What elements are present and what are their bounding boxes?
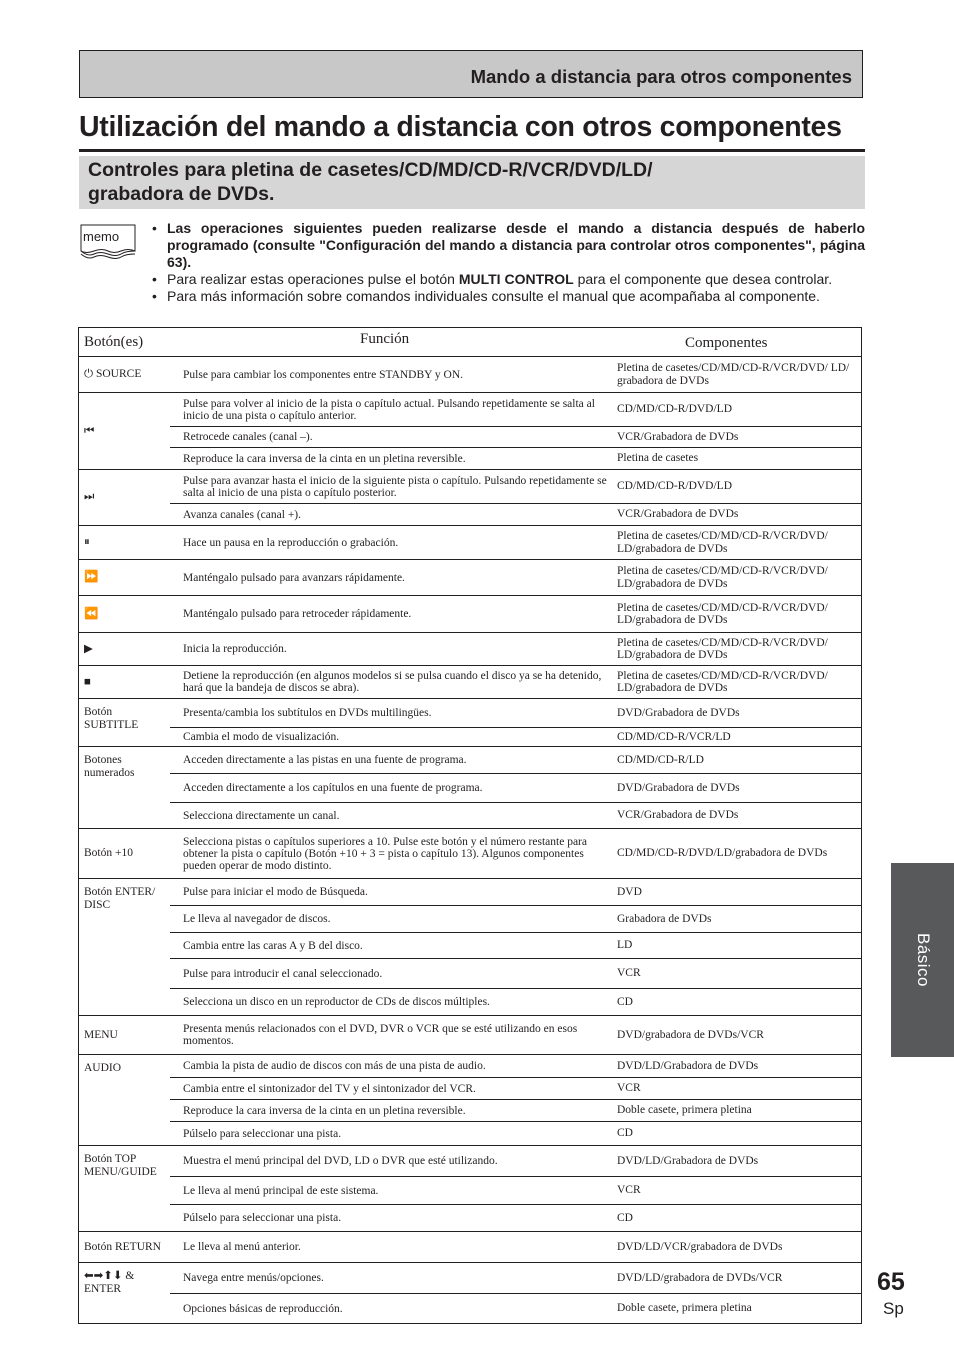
title-rule [79,149,865,152]
table-group [79,879,861,1016]
button-name: Botón SUBTITLE [84,706,139,731]
button-cell [79,829,170,878]
row-stack [170,747,861,828]
row-stack [170,699,861,746]
function-cell: Reproduce la cara inversa de la cinta en un pletina reversible. [183,1104,466,1117]
row-stack [170,1263,861,1323]
table-row [170,633,861,665]
note-text: Para realizar estas operaciones pulse el botón [167,271,459,287]
table-body [79,357,861,1323]
page-title: Utilización del mando a distancia con otros componentes [79,111,842,143]
table-row [170,357,861,392]
button-cell [79,393,170,469]
table-row [170,393,861,426]
table-row [170,958,861,988]
function-cell: Inicia la reproducción. [183,643,287,655]
components-cell: DVD/Grabadora de DVDs [617,781,740,794]
components-cell: DVD [617,885,642,898]
components-cell: CD [617,1211,633,1224]
button-cell [79,699,170,746]
row-stack [170,470,861,525]
button-name: ⬅➡⬆⬇ & ENTER [84,1270,135,1295]
button-cell [79,596,170,632]
button-name: AUDIO [84,1062,122,1074]
components-cell: Pletina de casetes/CD/MD/CD-R/VCR/DVD/ LD/grabadora de DVDs [617,530,828,555]
table-group [79,470,861,526]
row-stack [170,1232,861,1262]
row-stack [170,829,861,878]
components-cell: CD [617,1127,633,1140]
note-item [151,288,865,305]
table-group [79,829,861,879]
button-cell [79,1016,170,1054]
side-tab [891,863,954,1057]
table-row [170,1204,861,1231]
components-cell: Grabadora de DVDs [617,912,712,925]
function-cell: Manténgalo pulsado para retroceder rápidamente. [183,608,412,620]
function-cell: Le lleva al navegador de discos. [183,913,331,925]
note-button-name: MULTI CONTROL [458,271,574,287]
function-cell: Presenta/cambia los subtítulos en DVDs multilingües. [183,707,432,719]
function-cell: Acceden directamente a las pistas en una fuente de programa. [183,754,467,766]
header-components: Componentes [685,335,768,351]
components-cell: VCR [617,1082,641,1095]
function-cell: Selecciona directamente un canal. [183,809,340,822]
function-cell: Hace un pausa en la reproducción o grabación. [183,536,399,549]
table-row [170,802,861,828]
row-stack [170,596,861,632]
button-name: ■ [84,675,91,688]
components-cell: Pletina de casetes/CD/MD/CD-R/VCR/DVD/ LD/grabadora de DVDs [617,669,828,694]
table-row [170,932,861,958]
components-cell: Doble casete, primera pletina [617,1302,752,1315]
function-cell: Selecciona pistas o capítulos superiores a 10. Pulse este botón y el número restante para obtener la pista o capítulo (Botón +10 + 3 = pista o capítulo 13). Algunos componentes pueden operar de modo distinto. [183,835,587,872]
components-cell: DVD/LD/VCR/grabadora de DVDs [617,1240,783,1253]
row-stack [170,1146,861,1231]
button-cell [79,1146,170,1231]
components-cell: VCR [617,967,641,980]
note-item [151,220,865,271]
button-name: MENU [84,1028,118,1041]
components-cell: DVD/LD/Grabadora de DVDs [617,1059,759,1072]
table-group [79,560,861,596]
function-cell: Pulse para iniciar el modo de Búsqueda. [183,886,368,898]
components-cell: DVD/Grabadora de DVDs [617,706,740,719]
table-group [79,1263,861,1323]
function-cell: Detiene la reproducción (en algunos modelos si se pulsa cuando el disco ya se ha detenido, hará que la bandeja de discos se abra). [183,670,602,694]
table-group [79,393,861,470]
button-name: ▶ [84,642,93,655]
table-row [170,666,861,698]
table-group [79,699,861,747]
table-group [79,1146,861,1232]
function-cell: Manténgalo pulsado para avanzars rápidamente. [183,571,405,584]
table-row [170,1121,861,1145]
notes-list [151,220,865,305]
function-cell: Cambia la pista de audio de discos con más de una pista de audio. [183,1060,486,1072]
table-row [170,988,861,1015]
function-cell: Le lleva al menú anterior. [183,1241,301,1253]
table-row [170,829,861,878]
table-row [170,1176,861,1204]
header-function: Función [360,331,410,347]
button-name: ⏸ [84,536,90,549]
components-cell: Pletina de casetes/CD/MD/CD-R/VCR/DVD/ LD/grabadora de DVDs [617,601,828,626]
table-group [79,357,861,393]
section-heading-line1: Controles para pletina de casetes/CD/MD/CD-R/VCR/DVD/LD/ [88,159,653,181]
row-stack [170,1016,861,1054]
table-row [170,879,861,905]
table-row [170,596,861,632]
table-group [79,1055,861,1146]
button-name: ⏩ [84,571,99,584]
button-cell [79,633,170,665]
components-cell: VCR/Grabadora de DVDs [617,508,739,521]
row-stack [170,560,861,595]
side-tab-label: Básico [913,932,933,988]
table-row [170,1263,861,1293]
button-cell [79,526,170,559]
function-cell: Retrocede canales (canal –). [183,431,313,443]
button-cell [79,1055,170,1145]
button-cell [79,666,170,698]
table-row [170,699,861,727]
row-stack [170,526,861,559]
header-button: Botón(es) [84,334,144,350]
button-name: ⏪ [84,607,99,620]
components-cell: CD/MD/CD-R/DVD/LD [617,480,733,493]
components-cell: CD/MD/CD-R/DVD/LD/grabadora de DVDs [617,847,828,860]
row-stack [170,633,861,665]
components-cell: LD [617,939,633,952]
row-stack [170,357,861,392]
table-row [170,447,861,469]
function-cell: Reproduce la cara inversa de la cinta en un pletina reversible. [183,452,466,465]
button-cell [79,879,170,1015]
function-cell: Pulse para introducir el canal seleccionado. [183,967,383,980]
function-cell: Cambia entre las caras A y B del disco. [183,939,363,952]
table-row [170,1293,861,1323]
components-cell: CD [617,995,633,1008]
table-row [170,747,861,773]
note-text: Para más información sobre comandos individuales consulte el manual que acompañaba al componente. [167,288,820,304]
button-cell [79,357,170,392]
table-group [79,1016,861,1055]
components-cell: Pletina de casetes/CD/MD/CD-R/VCR/DVD/ LD/grabadora de DVDs [617,636,828,661]
note-text: para el componente que desea controlar. [573,271,833,287]
components-cell: CD/MD/CD-R/DVD/LD [617,403,733,416]
function-cell: Navega entre menús/opciones. [183,1272,324,1284]
note-item [151,271,865,288]
function-cell: Cambia entre el sintonizador del TV y el sintonizador del VCR. [183,1082,476,1095]
function-cell: Avanza canales (canal +). [183,508,302,521]
table-group [79,747,861,829]
note-text: Las operaciones siguientes pueden realizarse desde el mando a distancia después de haberlo programado (consulte "Configuración del mando a distancia para controlar otros componentes", página 63). [167,220,865,270]
function-cell: Opciones básicas de reproducción. [183,1302,343,1315]
components-cell: VCR/Grabadora de DVDs [617,809,739,822]
table-group [79,596,861,633]
row-stack [170,1055,861,1145]
table-row [170,773,861,802]
components-cell: VCR [617,1184,641,1197]
components-cell: Doble casete, primera pletina [617,1104,752,1117]
components-cell: DVD/LD/grabadora de DVDs/VCR [617,1271,783,1284]
table-row [170,905,861,932]
function-cell: Cambia el modo de visualización. [183,731,340,743]
table-row [170,503,861,525]
section-header-title: Mando a distancia para otros componentes [470,66,852,87]
table-header [79,328,861,357]
function-cell: Acceden directamente a los capítulos en una fuente de programa. [183,782,483,794]
function-cell: Muestra el menú principal del DVD, LD o DVR que esté utilizando. [183,1155,498,1167]
components-cell: Pletina de casetes/CD/MD/CD-R/VCR/DVD/ LD/ grabadora de DVDs [617,362,850,387]
function-cell: Púlselo para seleccionar una pista. [183,1212,342,1224]
function-cell: Presenta menús relacionados con el DVD, DVR o VCR que se esté utilizando en esos momentos. [183,1023,578,1047]
function-cell: Pulse para cambiar los componentes entre STANDBY y ON. [183,368,464,381]
components-cell: CD/MD/CD-R/LD [617,753,704,766]
table-group [79,666,861,699]
button-cell [79,1263,170,1323]
components-cell: DVD/grabadora de DVDs/VCR [617,1028,764,1041]
components-cell: Pletina de casetes/CD/MD/CD-R/VCR/DVD/ LD/grabadora de DVDs [617,565,828,590]
button-cell [79,1232,170,1262]
button-name: ⏭ [84,491,95,504]
button-name: Botón RETURN [84,1240,161,1253]
components-cell: CD/MD/CD-R/VCR/LD [617,730,731,743]
button-cell [79,470,170,525]
table-row [170,1146,861,1176]
button-name: Botón ENTER/ DISC [84,886,156,911]
components-cell: DVD/LD/Grabadora de DVDs [617,1154,759,1167]
components-cell: Pletina de casetes [617,452,699,465]
table-row [170,470,861,503]
components-cell: VCR/Grabadora de DVDs [617,430,739,443]
section-heading-box [79,156,865,209]
table-group [79,526,861,560]
page-number: 65 [877,1268,905,1296]
table-row [170,560,861,595]
row-stack [170,666,861,698]
table-row [170,1016,861,1054]
memo-label: memo [83,229,120,244]
button-name: Botón TOP MENU/GUIDE [84,1153,157,1178]
row-stack [170,879,861,1015]
table-row [170,727,861,746]
button-cell [79,747,170,828]
function-cell: Pulse para avanzar hasta el inicio de la siguiente pista o capítulo. Pulsando repetidamente se salta al inicio de una pista o capítulo posterior. [183,474,607,499]
function-cell: Le lleva al menú principal de este sistema. [183,1184,379,1197]
button-cell [79,560,170,595]
function-cell: Pulse para volver al inicio de la pista o capítulo actual. Pulsando repetidamente se salta al inicio de una pista o capítulo anterior. [183,397,595,422]
table-row [170,1099,861,1121]
button-name: ⏻ SOURCE [84,368,142,381]
button-name: ⏮ [84,424,95,437]
section-heading [88,159,653,206]
button-name: Botones numerados [84,754,135,779]
page-language: Sp [883,1299,904,1318]
section-header-bar [79,50,863,98]
function-cell: Púlselo para seleccionar una pista. [183,1127,342,1140]
table-group [79,1232,861,1263]
table-row [170,1055,861,1077]
table-group [79,633,861,666]
section-heading-line2: grabadora de DVDs. [88,182,275,205]
button-name: Botón +10 [84,847,133,860]
table-row [170,1232,861,1262]
commands-table [78,327,862,1324]
table-row [170,526,861,559]
function-cell: Selecciona un disco en un reproductor de CDs de discos múltiples. [183,996,490,1008]
table-row [170,426,861,447]
table-row [170,1077,861,1099]
row-stack [170,393,861,469]
